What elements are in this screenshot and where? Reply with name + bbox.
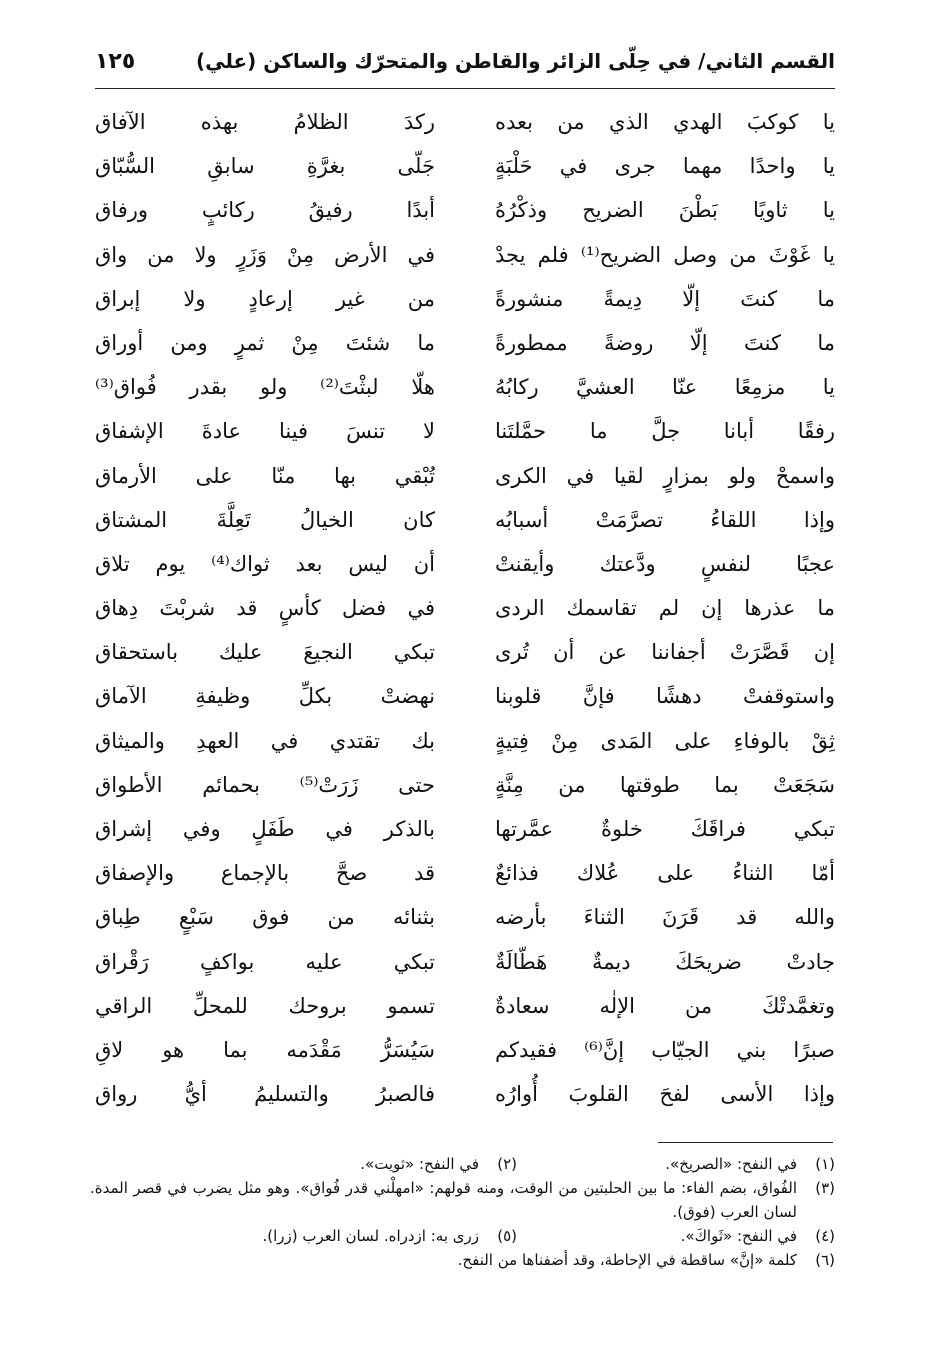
footnote-text: الفُواق، بضم الفاء: ما بين الحلبتين من الوقت، ومنه قولهم: «امهلْني قدر فُواق». وهو مثل يضرب في قصر المدة. لسان العرب (فوق). xyxy=(90,1179,797,1221)
footnote-text: في النفح: «ثَواكَ». xyxy=(680,1227,797,1245)
verse-first-half: ما عذرها إن لم تقاسمك الردى xyxy=(495,596,835,621)
verse-second-half: بالذكر في طَفَلٍ وفي إشراق xyxy=(95,817,435,841)
verse-second-half: تبكي النجيعَ عليك باستحقاق xyxy=(95,640,435,665)
footnote-row xyxy=(90,1152,835,1176)
verse-first-half: صبرًا بني الجيّاب إنَّ⁽⁶⁾ فقيدكم xyxy=(495,1037,835,1062)
verse-first-half: ثِقْ بالوفاءِ على المَدى مِنْ فِتيةٍ xyxy=(495,728,835,753)
poem xyxy=(95,100,835,1124)
verse-second-half: قد صحَّ بالإجماع والإصفاق xyxy=(95,861,435,886)
footnote-text: زرى به: ازدراه. لسان العرب (زرا). xyxy=(262,1227,479,1245)
verse-first-half: إن قَصَّرَتْ أجفاننا عن أن تُرى xyxy=(495,640,835,665)
poem-first-hemistichs xyxy=(495,100,835,1116)
verse-second-half: سَيُسَرُّ مَقْدَمه بما هو لاقِ xyxy=(95,1037,435,1062)
page-number: ١٢٥ xyxy=(95,48,136,74)
verse-second-half: هلّا لبثْتَ⁽²⁾ ولو بقدر فُواق⁽³⁾ xyxy=(95,375,435,400)
verse-second-half: في الأرض مِنْ وَزَرٍ ولا من واق xyxy=(95,242,435,267)
verse-first-half: وتغمَّدتْكَ من الإلٰه سعادةٌ xyxy=(495,993,835,1018)
verse-second-half: فالصبرُ والتسليمُ أيُّ رواق xyxy=(95,1082,435,1107)
footnote-number: (٢) xyxy=(497,1155,517,1173)
verse-first-half: عجبًا لنفسٍ ودَّعتك وأيقنتْ xyxy=(495,551,835,576)
verse-second-half: حتى زَرَتْ⁽⁵⁾ بحمائم الأطواق xyxy=(95,772,435,797)
verse-first-half: سَجَعَتْ بما طوقتها من مِنَّةٍ xyxy=(495,772,835,797)
verse-first-half: ما كنتَ إلّا روضةً ممطورةً xyxy=(495,330,835,355)
footnote-row xyxy=(90,1224,835,1248)
verse-first-half: وإذا اللقاءُ تصرَّمَتْ أسبابُه xyxy=(495,507,835,532)
footnote-text: كلمة «إنَّ» ساقطة في الإحاطة، وقد أضفناها من النفح. xyxy=(457,1251,797,1269)
footnote-divider xyxy=(658,1142,833,1143)
verse-second-half: تبكي عليه بواكفٍ رَقْراق xyxy=(95,949,435,974)
verse-first-half: والله قد قَرَنَ الثناءَ بأرضه xyxy=(495,905,835,930)
verse-second-half: بك تقتدي في العهدِ والميثاق xyxy=(95,728,435,753)
footnotes xyxy=(90,1152,835,1272)
verse-second-half: بثنائه من فوق سَبْعٍ طِباق xyxy=(95,905,435,930)
footnote-row xyxy=(90,1248,835,1272)
verse-first-half: تبكي فراقَكَ خلوةٌ عمَّرتها xyxy=(495,817,835,841)
verse-second-half: ما شئتَ مِنْ ثمرٍ ومن أوراق xyxy=(95,330,435,355)
footnote-number: (٥) xyxy=(497,1227,517,1245)
verse-first-half: يا ثاويًا بَطْنَ الضريح وذكْرُهُ xyxy=(495,198,835,223)
footnote-text: في النفح: «الصريخ». xyxy=(665,1155,797,1173)
footnote-number: (٤) xyxy=(815,1227,835,1245)
verse-first-half: يا كوكبَ الهدي الذي من بعده xyxy=(495,110,835,134)
footnote-number: (١) xyxy=(815,1155,835,1173)
verse-second-half: أبدًا رفيقُ ركائبٍ ورفاق xyxy=(95,198,435,223)
verse-first-half: أمّا الثناءُ على عُلاك فذائعٌ xyxy=(495,861,835,886)
footnote-number: (٣) xyxy=(815,1179,835,1197)
poem-second-hemistichs xyxy=(95,100,435,1116)
verse-first-half: يا مزمِعًا عنّا العشيَّ ركابُهُ xyxy=(495,375,835,400)
verse-first-half: يا واحدًا مهما جرى في حَلْبَةٍ xyxy=(495,154,835,179)
verse-first-half: واسمحْ ولو بمزارٍ لقيا في الكرى xyxy=(495,463,835,488)
verse-second-half: من غير إرعادٍ ولا إبراق xyxy=(95,286,435,311)
verse-second-half: تُبْقي بها منّا على الأرماق xyxy=(95,463,435,488)
verse-first-half: رفقًا أبانا جلَّ ما حمَّلتَنا xyxy=(495,419,835,444)
header-divider xyxy=(95,88,835,89)
running-header xyxy=(95,40,835,82)
verse-second-half: تسمو بروحك للمحلِّ الراقي xyxy=(95,993,435,1018)
verse-second-half: في فضل كأسٍ قد شربْتَ دِهاق xyxy=(95,596,435,621)
verse-second-half: ركدَ الظلامُ بهذه الآفاق xyxy=(95,110,435,134)
verse-second-half: أن ليس بعد ثواك⁽⁴⁾ يوم تلاق xyxy=(95,551,435,576)
footnote-text: في النفح: «ثويت». xyxy=(360,1155,479,1173)
footnote-row xyxy=(90,1176,835,1224)
verse-first-half: ما كنتَ إلّا دِيمةً منشورةً xyxy=(495,286,835,311)
verse-first-half: واستوقفتْ دهشًا فإنَّ قلوبنا xyxy=(495,684,835,709)
verse-second-half: كان الخيالُ تَعِلَّةَ المشتاق xyxy=(95,507,435,532)
verse-first-half: جادتْ ضريحَكَ ديمةٌ هَطّالَةٌ xyxy=(495,949,835,974)
verse-second-half: لا تنسَ فينا عادةَ الإشفاق xyxy=(95,419,435,444)
verse-first-half: يا غَوْثَ من وصل الضريح⁽¹⁾ فلم يجدْ xyxy=(495,242,835,267)
running-title: القسم الثاني/ في حِلّى الزائر والقاطن والمتحرّك والساكن (علي) xyxy=(195,49,835,73)
verse-second-half: نهضتْ بكلِّ وظيفةِ الآماق xyxy=(95,684,435,709)
verse-second-half: جَلّى بغرَّةِ سابقِ السُّبّاق xyxy=(95,154,435,179)
footnote-number: (٦) xyxy=(815,1251,835,1269)
verse-first-half: وإذا الأسى لفحَ القلوبَ أُوارُه xyxy=(495,1082,835,1107)
